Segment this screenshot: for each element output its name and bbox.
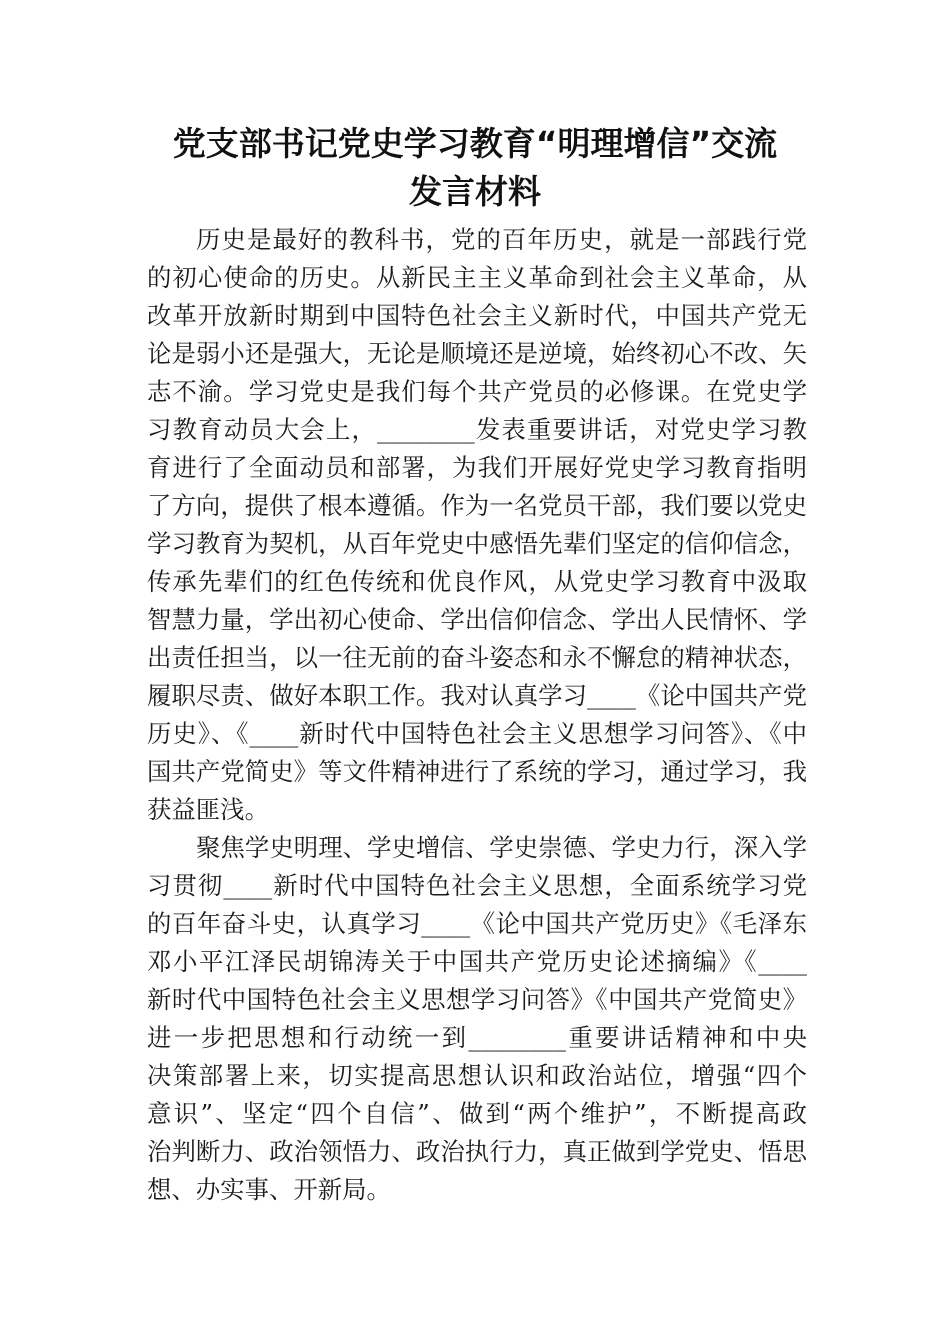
paragraph-1-line: 传承先辈们的红色传统和优良作风，从党史学习教育中汲取	[147, 567, 807, 596]
paragraph-2-line: 聚焦学史明理、学史增信、学史崇德、学史力行，深入学	[196, 833, 807, 862]
paragraph-2-line: 治判断力、政治领悟力、政治执行力，真正做到学党史、悟思	[147, 1137, 807, 1166]
paragraph-1-line: 学习教育为契机，从百年党史中感悟先辈们坚定的信仰信念，	[147, 529, 807, 558]
paragraph-2-line: 的百年奋斗史，认真学习____《论中国共产党历史》《毛泽东	[147, 909, 807, 938]
paragraph-1-line: 育进行了全面动员和部署，为我们开展好党史学习教育指明	[147, 453, 807, 482]
paragraph-1-line: 的初心使命的历史。从新民主主义革命到社会主义革命，从	[147, 263, 807, 292]
paragraph-1-line: 志不渝。学习党史是我们每个共产党员的必修课。在党史学	[147, 377, 807, 406]
paragraph-2-line: 邓小平江泽民胡锦涛关于中国共产党历史论述摘编》《____	[147, 947, 807, 976]
paragraph-2-line: 决策部署上来，切实提高思想认识和政治站位，增强“四个	[147, 1061, 807, 1090]
paragraph-2-line: 意识”、坚定“四个自信”、做到“两个维护”，不断提高政	[147, 1099, 807, 1128]
paragraph-1-line: 获益匪浅。	[147, 795, 269, 824]
paragraph-1-line: 改革开放新时期到中国特色社会主义新时代，中国共产党无	[147, 301, 807, 330]
document-title-line-1: 党支部书记党史学习教育“明理增信”交流	[172, 124, 778, 163]
paragraph-1-line: 国共产党简史》等文件精神进行了系统的学习，通过学习，我	[147, 757, 807, 786]
paragraph-1-line: 出责任担当，以一往无前的奋斗姿态和永不懈怠的精神状态，	[147, 643, 807, 672]
paragraph-2-line: 新时代中国特色社会主义思想学习问答》《中国共产党简史》	[147, 985, 807, 1014]
paragraph-2-line: 进一步把思想和行动统一到________重要讲话精神和中央	[147, 1023, 807, 1052]
paragraph-1-line: 智慧力量，学出初心使命、学出信仰信念、学出人民情怀、学	[147, 605, 807, 634]
paragraph-2-line: 习贯彻____新时代中国特色社会主义思想，全面系统学习党	[147, 871, 807, 900]
paragraph-1-line: 历史是最好的教科书，党的百年历史，就是一部践行党	[196, 225, 807, 254]
paragraph-2-line: 想、办实事、开新局。	[147, 1175, 391, 1204]
paragraph-1-line: 了方向，提供了根本遵循。作为一名党员干部，我们要以党史	[147, 491, 807, 520]
paragraph-1-line: 习教育动员大会上，________发表重要讲话，对党史学习教	[147, 415, 807, 444]
document-title-line-2: 发言材料	[409, 172, 541, 211]
paragraph-1-line: 论是弱小还是强大，无论是顺境还是逆境，始终初心不改、矢	[147, 339, 807, 368]
paragraph-1-line: 履职尽责、做好本职工作。我对认真学习____《论中国共产党	[147, 681, 807, 710]
paragraph-1-line: 历史》、《____新时代中国特色社会主义思想学习问答》、《中	[147, 719, 807, 748]
